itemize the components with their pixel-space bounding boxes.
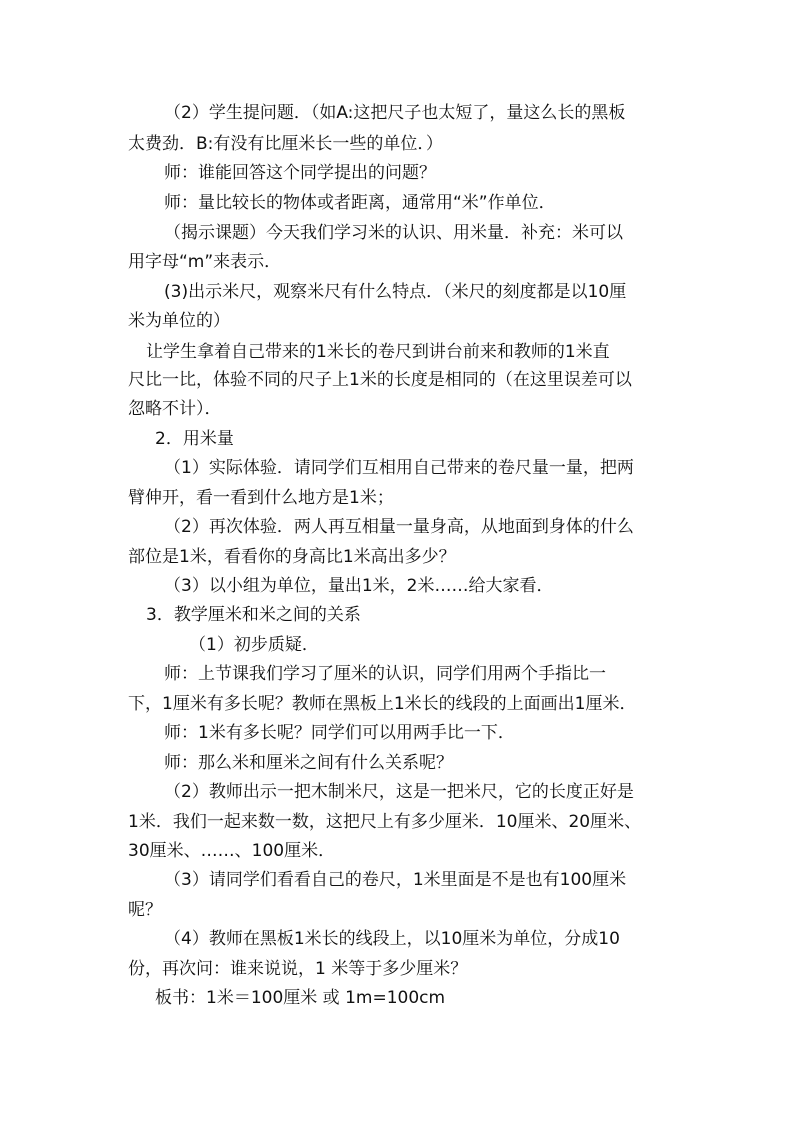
text-line: 师：谁能回答这个同学提出的问题？ (164, 163, 436, 183)
text-line: 板书：1米＝100厘米 或 1m=100cm (155, 988, 446, 1008)
text-line: 臂伸开，看一看到什么地方是1米； (128, 488, 394, 508)
text-line: 3．教学厘米和米之间的关系 (146, 605, 361, 625)
text-line: （2）再次体验．两人再互相量一量身高，从地面到身体的什么 (164, 517, 634, 537)
text-line: （1）实际体验．请同学们互相用自己带来的卷尺量一量，把两 (164, 458, 634, 478)
text-line: 米为单位的） (128, 311, 230, 331)
text-line: （2）教师出示一把木制米尺，这是一把米尺，它的长度正好是 (164, 782, 634, 802)
text-line: （3）请同学们看看自己的卷尺，1米里面是不是也有100厘米 (164, 870, 627, 890)
text-line: 师：1米有多长呢？同学们可以用两手比一下． (164, 723, 515, 743)
text-line: 师：量比较长的物体或者距离，通常用“米”作单位． (164, 193, 556, 213)
text-line: 尺比一比，体验不同的尺子上1米的长度是相同的（在这里误差可以 (128, 370, 632, 390)
text-line: （1）初步质疑． (189, 635, 319, 655)
text-line: （揭示课题）今天我们学习米的认识、用米量．补充：米可以 (164, 223, 623, 243)
text-line: （4）教师在黑板1米长的线段上，以10厘米为单位，分成10 (164, 929, 620, 949)
text-line: 忽略不计）． (128, 399, 222, 419)
text-line: 用字母“m”来表示． (128, 252, 282, 272)
text-line: 让学生拿着自己带来的1米长的卷尺到讲台前来和教师的1米直 (146, 342, 610, 362)
text-line: (3)出示米尺，观察米尺有什么特点．（米尺的刻度都是以10厘 (164, 282, 627, 302)
text-line: 30厘米、……、100厘米． (128, 841, 336, 861)
text-line: 师：上节课我们学习了厘米的认识，同学们用两个手指比一 (164, 664, 606, 684)
text-line: 下，1厘米有多长呢？教师在黑板上1米长的线段的上面画出1厘米． (128, 694, 637, 714)
text-line: 份，再次问：谁来说说，1 米等于多少厘米？ (128, 959, 468, 979)
text-line: 2．用米量 (155, 429, 234, 449)
text-line: 1米．我们一起来数一数，这把尺上有多少厘米．10厘米、20厘米、 (128, 812, 642, 832)
text-line: （3）以小组为单位，量出1米，2米……给大家看． (164, 576, 554, 596)
text-line: 太费劲．B:有没有比厘米长一些的单位．） (128, 134, 443, 154)
text-line: 师：那么米和厘米之间有什么关系呢？ (164, 753, 453, 773)
text-line: 部位是1米，看看你的身高比1米高出多少？ (128, 547, 456, 567)
text-line: （2）学生提问题．（如A:这把尺子也太短了，量这么长的黑板 (164, 103, 626, 123)
text-line: 呢？ (128, 900, 162, 920)
